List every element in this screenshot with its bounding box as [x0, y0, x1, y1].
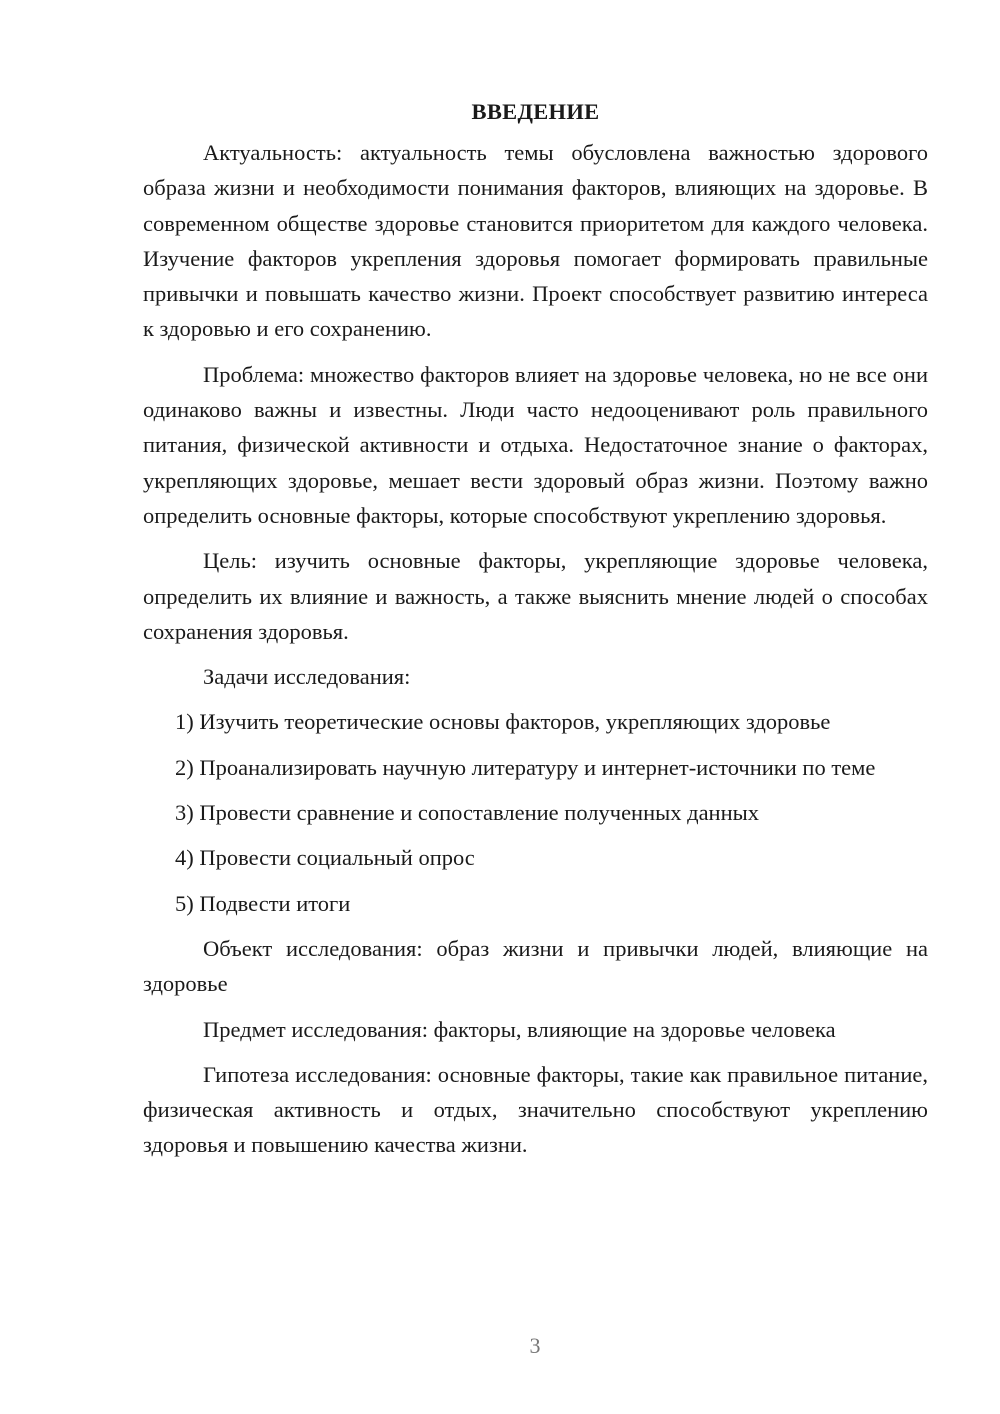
paragraph-problem: Проблема: множество факторов влияет на здоровье человека, но не все они одинаково важны и известны. Люди часто недооценивают роль правильного питания, физической активности и отдыха. Недостаточное знание о факторах, укрепляющих здоровье, мешает вести здоровый образ жизни. Поэтому важно определить основные факторы, которые способствуют укреплению здоровья. [143, 361, 928, 528]
section-title: ВВЕДЕНИЕ [471, 99, 600, 124]
paragraph-goal: Цель: изучить основные факторы, укрепляющие здоровье человека, определить их влияние и важность, а также выяснить мнение людей о способах сохранения здоровья. [143, 548, 928, 644]
tasks-heading: Задачи исследования: [203, 664, 411, 690]
list-item: 3) Провести сравнение и сопоставление полученных данных [175, 800, 760, 826]
list-item: 2) Проанализировать научную литературу и интернет-источники по теме [175, 754, 876, 780]
paragraph-subject: Предмет исследования: факторы, влияющие на здоровье человека [203, 1016, 836, 1042]
page-number: 3 [529, 1333, 541, 1358]
paragraph-relevance: Актуальность: актуальность темы обусловлена важностью здорового образа жизни и необходимости понимания факторов, влияющих на здоровье. В современном обществе здоровье становится приоритетом для каждого человека. Изучение факторов укрепления здоровья помогает формировать правильные привычки и повышать качество жизни. Проект способствует развитию интереса к здоровью и его сохранению. [143, 140, 928, 342]
paragraph-object: Объект исследования: образ жизни и привычки людей, влияющие на здоровье [143, 935, 928, 997]
list-item: 4) Провести социальный опрос [175, 845, 475, 871]
page-content [143, 94, 928, 1163]
tasks-list [143, 704, 928, 920]
paragraph-hypothesis: Гипотеза исследования: основные факторы, такие как правильное питание, физическая активность и отдых, значительно способствуют укреплению здоровья и повышению качества жизни. [143, 1061, 928, 1158]
list-item: 1) Изучить теоретические основы факторов, укрепляющих здоровье [175, 709, 831, 735]
list-item: 5) Подвести итоги [175, 890, 351, 916]
